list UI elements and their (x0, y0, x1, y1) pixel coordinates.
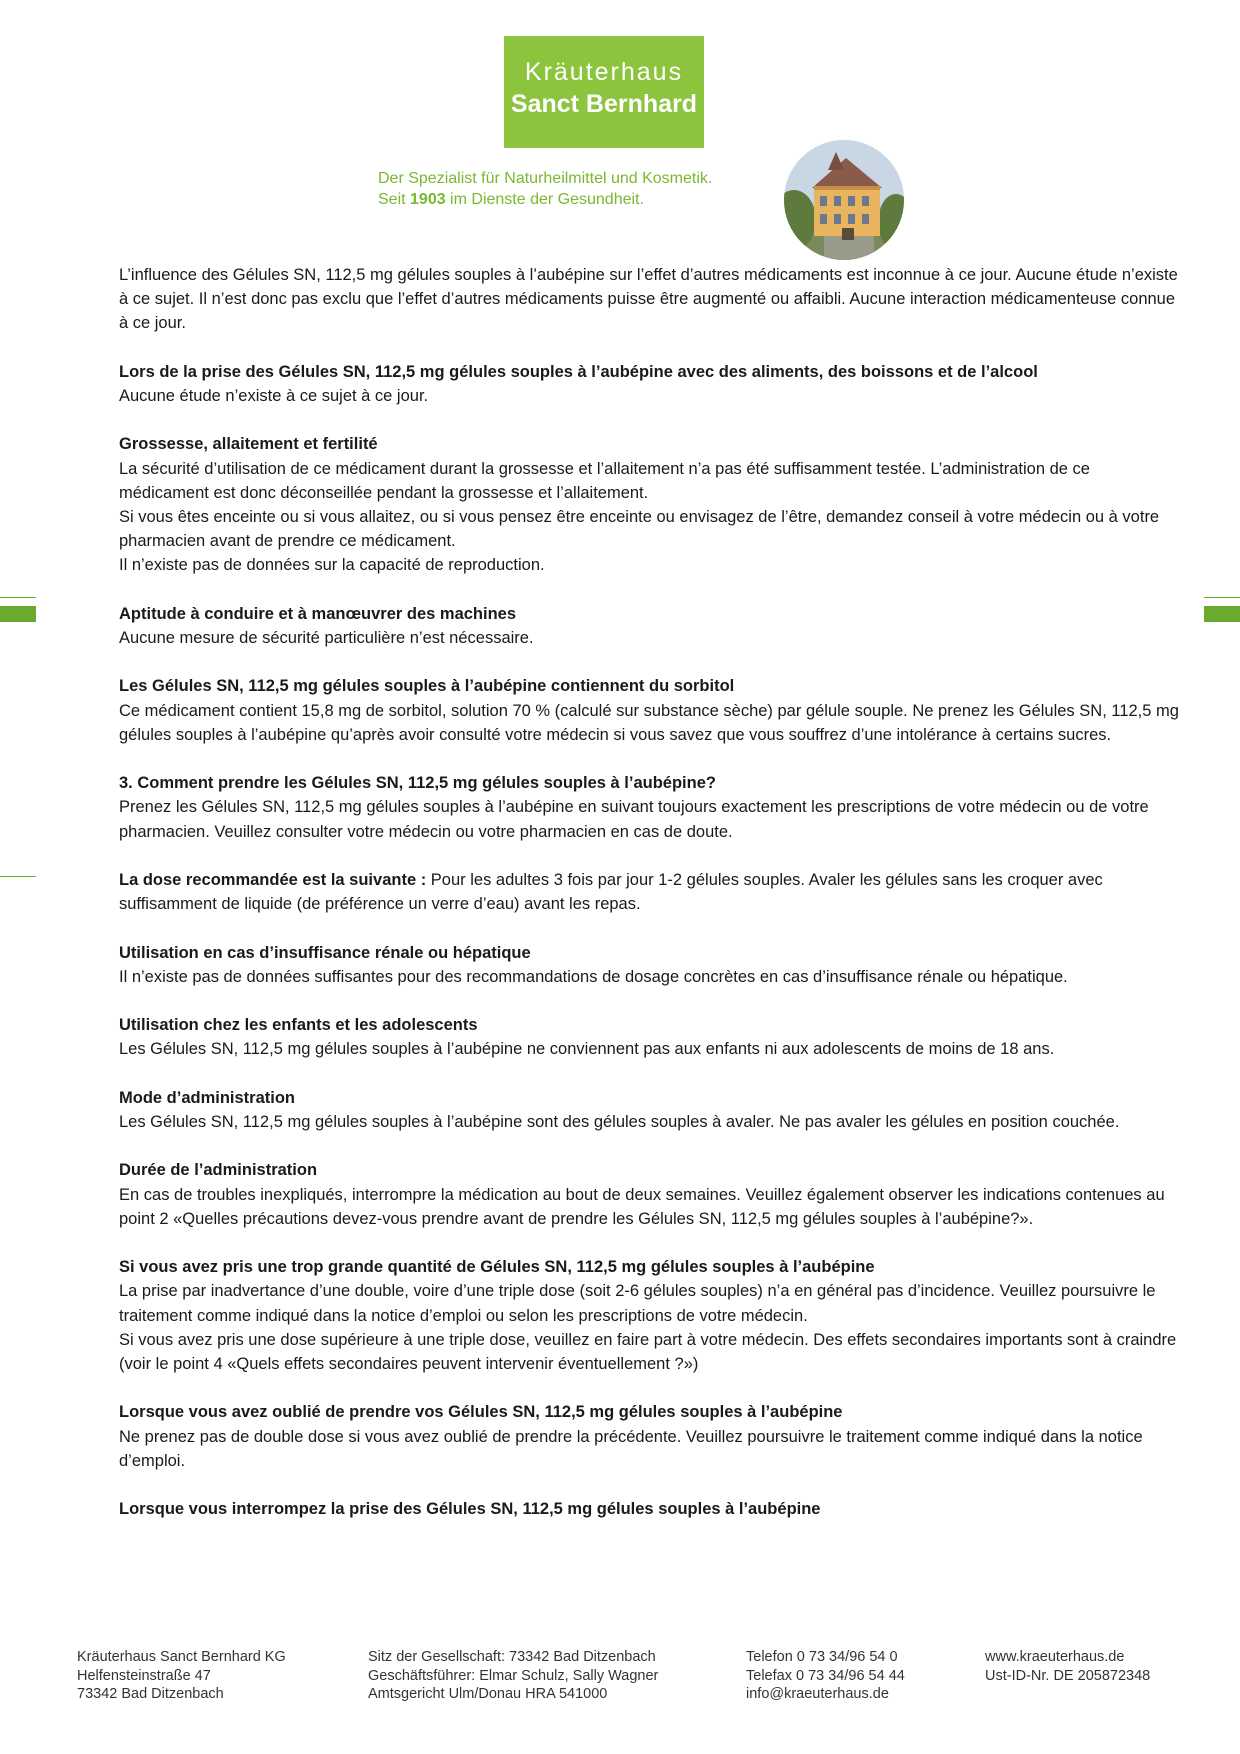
food-heading: Lors de la prise des Gélules SN, 112,5 mg gélules souples à l’aubépine avec des aliments, des boissons et de l’alcool (119, 362, 1038, 381)
fold-mark-line-right (1204, 597, 1240, 598)
duration-heading: Durée de l’administration (119, 1161, 318, 1180)
dose-label: La dose recommandée est la suivante : (119, 870, 427, 889)
villa-illustration (784, 140, 904, 260)
children-text: Les Gélules SN, 112,5 mg gélules souples à l’aubépine ne conviennent pas aux enfants ni aux adolescents de moins de 18 ans. (119, 1040, 1055, 1059)
dose-text: Pour les adultes 3 fois par jour 1-2 gélules souples. Avaler les gélules sans les croquer avec suffisamment de liquide (de préférence un verre d’eau) avant les repas. (119, 870, 1103, 914)
intro-section (119, 263, 1179, 336)
leaflet-body (119, 263, 1179, 1546)
forgot-section (119, 1400, 1179, 1473)
mode-heading: Mode d’administration (119, 1088, 296, 1107)
pregnancy-section (119, 432, 1179, 577)
driving-heading: Aptitude à conduire et à manœuvrer des machines (119, 604, 517, 623)
footer-email[interactable]: info@kraeuterhaus.de (746, 1686, 889, 1702)
overdose-section (119, 1255, 1179, 1376)
villa-photo (784, 140, 904, 260)
forgot-text: Ne prenez pas de double dose si vous avez oublié de prendre la précédente. Veuillez poursuivre le traitement comme indiqué dans la notice d’emploi. (119, 1427, 1143, 1470)
fold-mark-left (0, 606, 36, 622)
stop-section (119, 1497, 1179, 1521)
how-to-take-text: Prenez les Gélules SN, 112,5 mg gélules souples à l’aubépine en suivant toujours exactement les prescriptions de votre médecin ou de votre pharmacien. Veuillez consulter votre médecin ou votre pharmacien en cas de doute. (119, 798, 1149, 841)
sorbitol-heading: Les Gélules SN, 112,5 mg gélules souples à l’aubépine contiennent du sorbitol (119, 677, 735, 696)
tagline-line2 (378, 189, 712, 210)
footer-street: Helfensteinstraße 47 (77, 1667, 211, 1684)
tagline-line1: Der Spezialist für Naturheilmittel und Kosmetik. (378, 170, 713, 187)
children-heading: Utilisation chez les enfants et les adolescents (119, 1016, 478, 1035)
how-to-take-section (119, 771, 1179, 844)
food-text: Aucune étude n’existe à ce sujet à ce jour. (119, 387, 429, 405)
footer-company: Kräuterhaus Sanct Bernhard KG (77, 1649, 286, 1665)
footer-seat: Sitz der Gesellschaft: 73342 Bad Ditzenbach (368, 1649, 656, 1665)
tagline-prefix: Seit (378, 191, 411, 208)
renal-text: Il n’existe pas de données suffisantes pour des recommandations de dosage concrètes en cas d’insuffisance rénale ou hépatique. (119, 967, 1068, 986)
logo-text-line1: Kräuterhaus (524, 58, 684, 86)
footer-fax: Telefax 0 73 34/96 54 44 (746, 1667, 905, 1684)
pregnancy-text-1: La sécurité d’utilisation de ce médicament durant la grossesse et l’allaitement n’a pas été suffisamment testée. L’administration de ce médicament est donc déconseillée pendant la grossesse et l’allaitement. (119, 459, 1090, 502)
footer-register: Amtsgericht Ulm/Donau HRA 541000 (368, 1686, 608, 1702)
dose-paragraph (119, 868, 1179, 916)
sorbitol-section (119, 674, 1179, 747)
tagline-suffix: im Dienste der Gesundheit. (445, 191, 644, 208)
pregnancy-text-3: Il n’existe pas de données sur la capacité de reproduction. (119, 556, 545, 575)
footer-phone: Telefon 0 73 34/96 54 0 (746, 1649, 898, 1665)
footer-vat-id: Ust-ID-Nr. DE 205872348 (985, 1667, 1151, 1684)
food-section (119, 360, 1179, 408)
renal-heading: Utilisation en cas d’insuffisance rénale ou hépatique (119, 943, 531, 962)
mode-section (119, 1086, 1179, 1134)
pregnancy-heading: Grossesse, allaitement et fertilité (119, 435, 378, 454)
fold-mark-right (1204, 606, 1240, 622)
forgot-heading: Lorsque vous avez oublié de prendre vos Gélules SN, 112,5 mg gélules souples à l’aubépine (119, 1403, 843, 1422)
fold-mark-line-left (0, 597, 36, 598)
overdose-text-1: La prise par inadvertance d’une double, voire d’une triple dose (soit 2-6 gélules souples) n’a en général pas d’incidence. Veuillez poursuivre le traitement comme indiqué dans la notice d’emploi ou selon les prescriptions de votre médecin. (119, 1282, 1156, 1325)
dose-section (119, 868, 1179, 916)
intro-text: L’influence des Gélules SN, 112,5 mg gélules souples à l’aubépine sur l’effet d’autres médicaments est inconnue à ce jour. Aucune étude n’existe à ce sujet. Il n’est donc pas exclu que l’effet d’autres médicaments puisse être augmenté ou affaibli. Aucune interaction médicamenteuse connue à ce jour. (119, 266, 1178, 333)
stop-heading: Lorsque vous interrompez la prise des Gélules SN, 112,5 mg gélules souples à l’aubépine (119, 1500, 821, 1519)
footer-legal (368, 1648, 658, 1704)
duration-text: En cas de troubles inexpliqués, interrompre la médication au bout de deux semaines. Veuillez également observer les indications contenues au point 2 «Quelles précautions devez-vous prendre avant de prendre les Gélules SN, 112,5 mg gélules souples à l’aubépine?». (119, 1185, 1165, 1228)
brand-logo (504, 36, 704, 148)
footer-address (77, 1648, 286, 1704)
footer-managers: Geschäftsführer: Elmar Schulz, Sally Wagner (368, 1667, 659, 1684)
mode-text: Les Gélules SN, 112,5 mg gélules souples à l’aubépine sont des gélules souples à avaler. Ne pas avaler les gélules en position couchée. (119, 1112, 1120, 1131)
how-to-take-heading: 3. Comment prendre les Gélules SN, 112,5 mg gélules souples à l’aubépine? (119, 774, 716, 793)
footer-contact (746, 1648, 905, 1704)
sorbitol-text: Ce médicament contient 15,8 mg de sorbitol, solution 70 % (calculé sur substance sèche) par gélule souple. Ne prenez les Gélules SN, 112,5 mg gélules souples à l’aubépine qu’après avoir consulté votre médecin si vous savez que vous souffrez d’une intolérance à certains sucres. (119, 701, 1179, 744)
driving-section (119, 602, 1179, 650)
duration-section (119, 1158, 1179, 1231)
pregnancy-text-2: Si vous êtes enceinte ou si vous allaitez, ou si vous pensez être enceinte ou envisagez de l’être, demandez conseil à votre médecin ou à votre pharmacien avant de prendre ce médicament. (119, 508, 1160, 551)
logo-text-line2: Sanct Bernhard (510, 90, 698, 118)
driving-text: Aucune mesure de sécurité particulière n’est nécessaire. (119, 629, 534, 647)
renal-section (119, 941, 1179, 989)
footer-city: 73342 Bad Ditzenbach (77, 1686, 224, 1702)
overdose-heading: Si vous avez pris une trop grande quantité de Gélules SN, 112,5 mg gélules souples à l’aubépine (119, 1258, 875, 1277)
footer-web (985, 1648, 1150, 1685)
fold-mark-line-left-lower (0, 876, 36, 877)
brand-tagline (378, 168, 712, 210)
overdose-text-2: Si vous avez pris une dose supérieure à une triple dose, veuillez en faire part à votre médecin. Des effets secondaires importants sont à craindre (voir le point 4 «Quels effets secondaires peuvent intervenir éventuellement ?») (119, 1330, 1177, 1373)
children-section (119, 1013, 1179, 1061)
footer-website[interactable]: www.kraeuterhaus.de (985, 1649, 1125, 1665)
tagline-year: 1903 (410, 191, 446, 208)
